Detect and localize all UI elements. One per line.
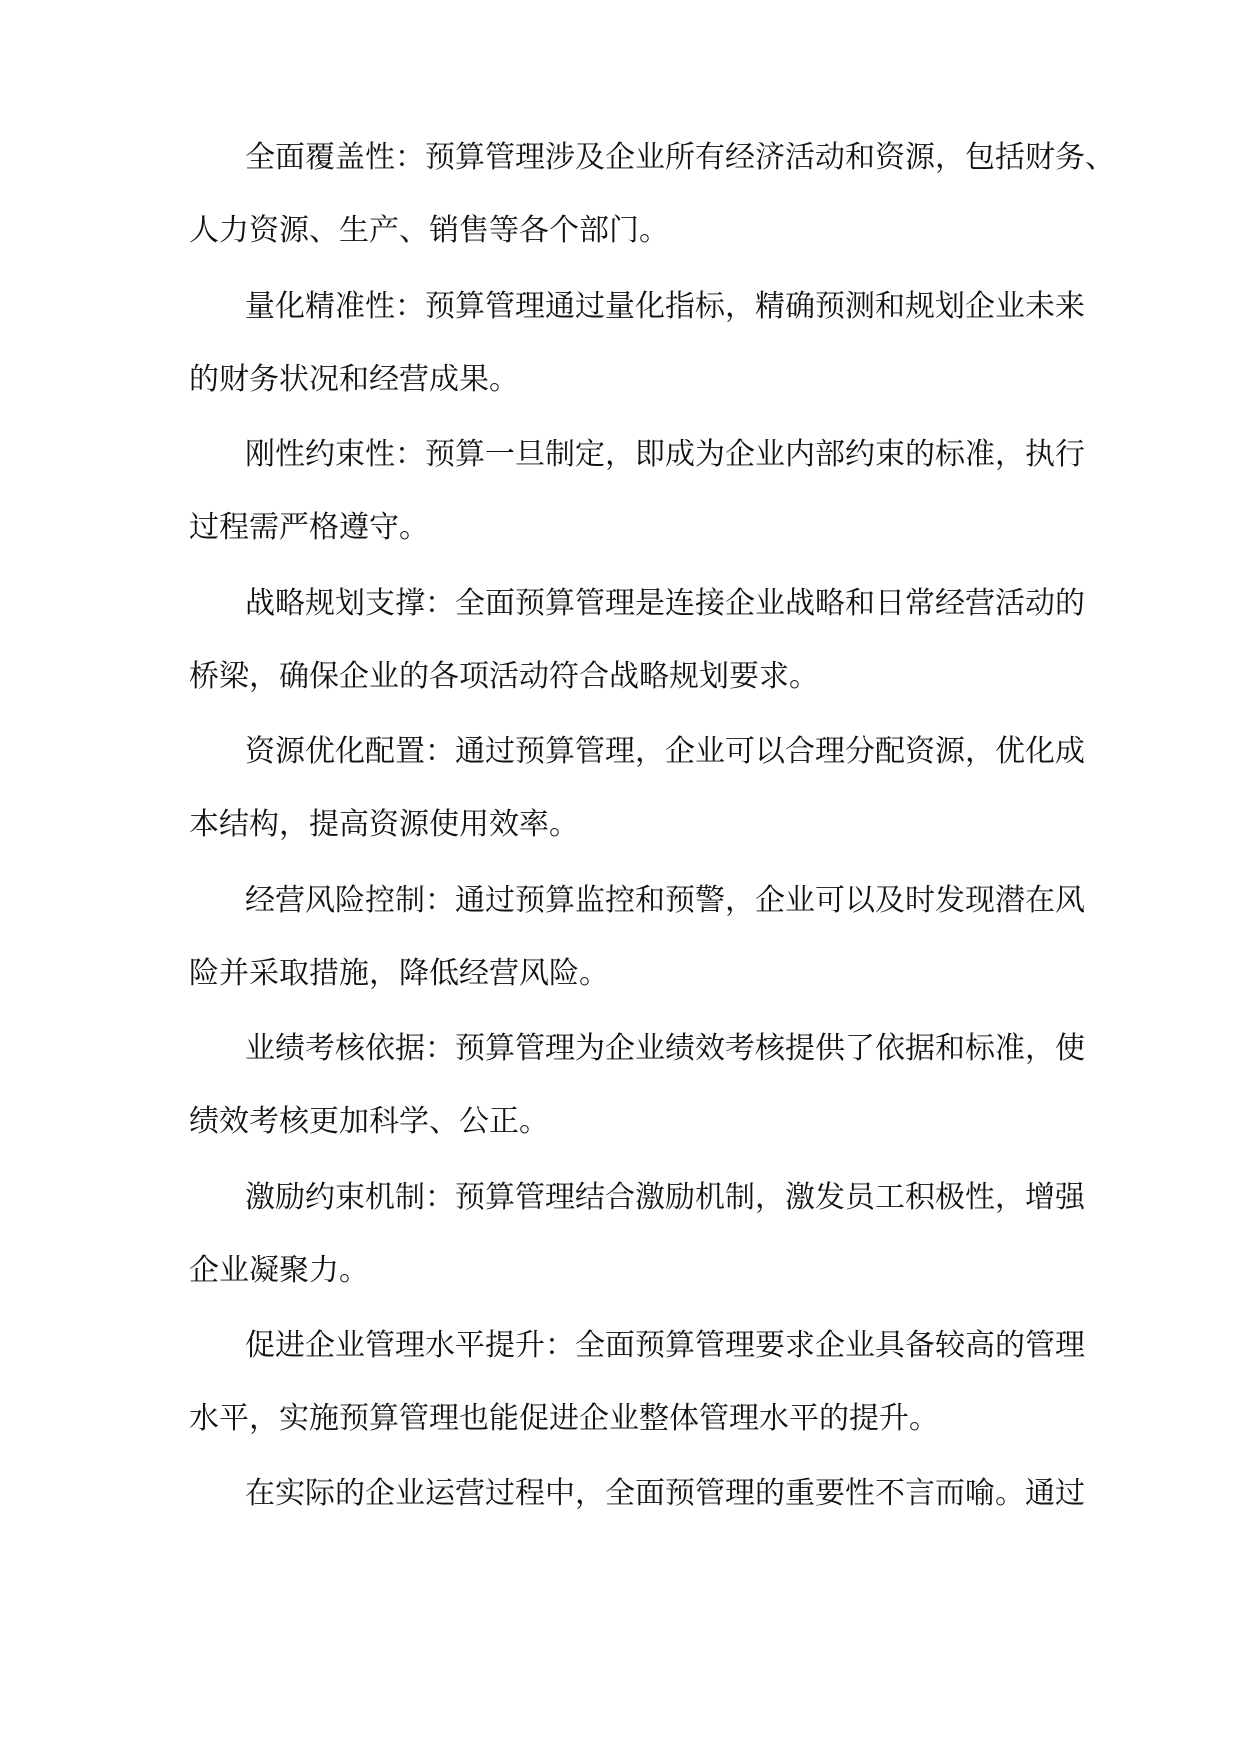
paragraph-10-line-1: 在实际的企业运营过程中，全面预管理的重要性不言而喻。通过 xyxy=(245,1476,1085,1511)
paragraph-2-line-2: 的财务状况和经营成果。 xyxy=(189,362,519,397)
paragraph-1-line-2: 人力资源、生产、销售等各个部门。 xyxy=(189,213,669,248)
paragraph-9-line-2: 水平，实施预算管理也能促进企业整体管理水平的提升。 xyxy=(189,1401,939,1436)
paragraph-7-line-1: 业绩考核依据：预算管理为企业绩效考核提供了依据和标准，使 xyxy=(245,1031,1085,1066)
paragraph-7-line-2: 绩效考核更加科学、公正。 xyxy=(189,1104,549,1139)
paragraph-5-line-1: 资源优化配置：通过预算管理，企业可以合理分配资源，优化成 xyxy=(245,734,1085,769)
paragraph-3-line-2: 过程需严格遵守。 xyxy=(189,510,429,545)
paragraph-4-line-2: 桥梁，确保企业的各项活动符合战略规划要求。 xyxy=(189,659,819,694)
paragraph-9-line-1: 促进企业管理水平提升：全面预算管理要求企业具备较高的管理 xyxy=(245,1328,1085,1363)
paragraph-8-line-2: 企业凝聚力。 xyxy=(189,1253,369,1288)
paragraph-6-line-2: 险并采取措施，降低经营风险。 xyxy=(189,956,609,991)
paragraph-2-line-1: 量化精准性：预算管理通过量化指标，精确预测和规划企业未来 xyxy=(245,289,1085,324)
paragraph-6-line-1: 经营风险控制：通过预算监控和预警，企业可以及时发现潜在风 xyxy=(245,883,1085,918)
paragraph-5-line-2: 本结构，提高资源使用效率。 xyxy=(189,807,579,842)
paragraph-1-line-1: 全面覆盖性：预算管理涉及企业所有经济活动和资源，包括财务、 xyxy=(245,140,1115,175)
paragraph-4-line-1: 战略规划支撑：全面预算管理是连接企业战略和日常经营活动的 xyxy=(245,586,1085,621)
paragraph-8-line-1: 激励约束机制：预算管理结合激励机制，激发员工积极性，增强 xyxy=(245,1180,1085,1215)
paragraph-3-line-1: 刚性约束性：预算一旦制定，即成为企业内部约束的标准，执行 xyxy=(245,437,1085,472)
